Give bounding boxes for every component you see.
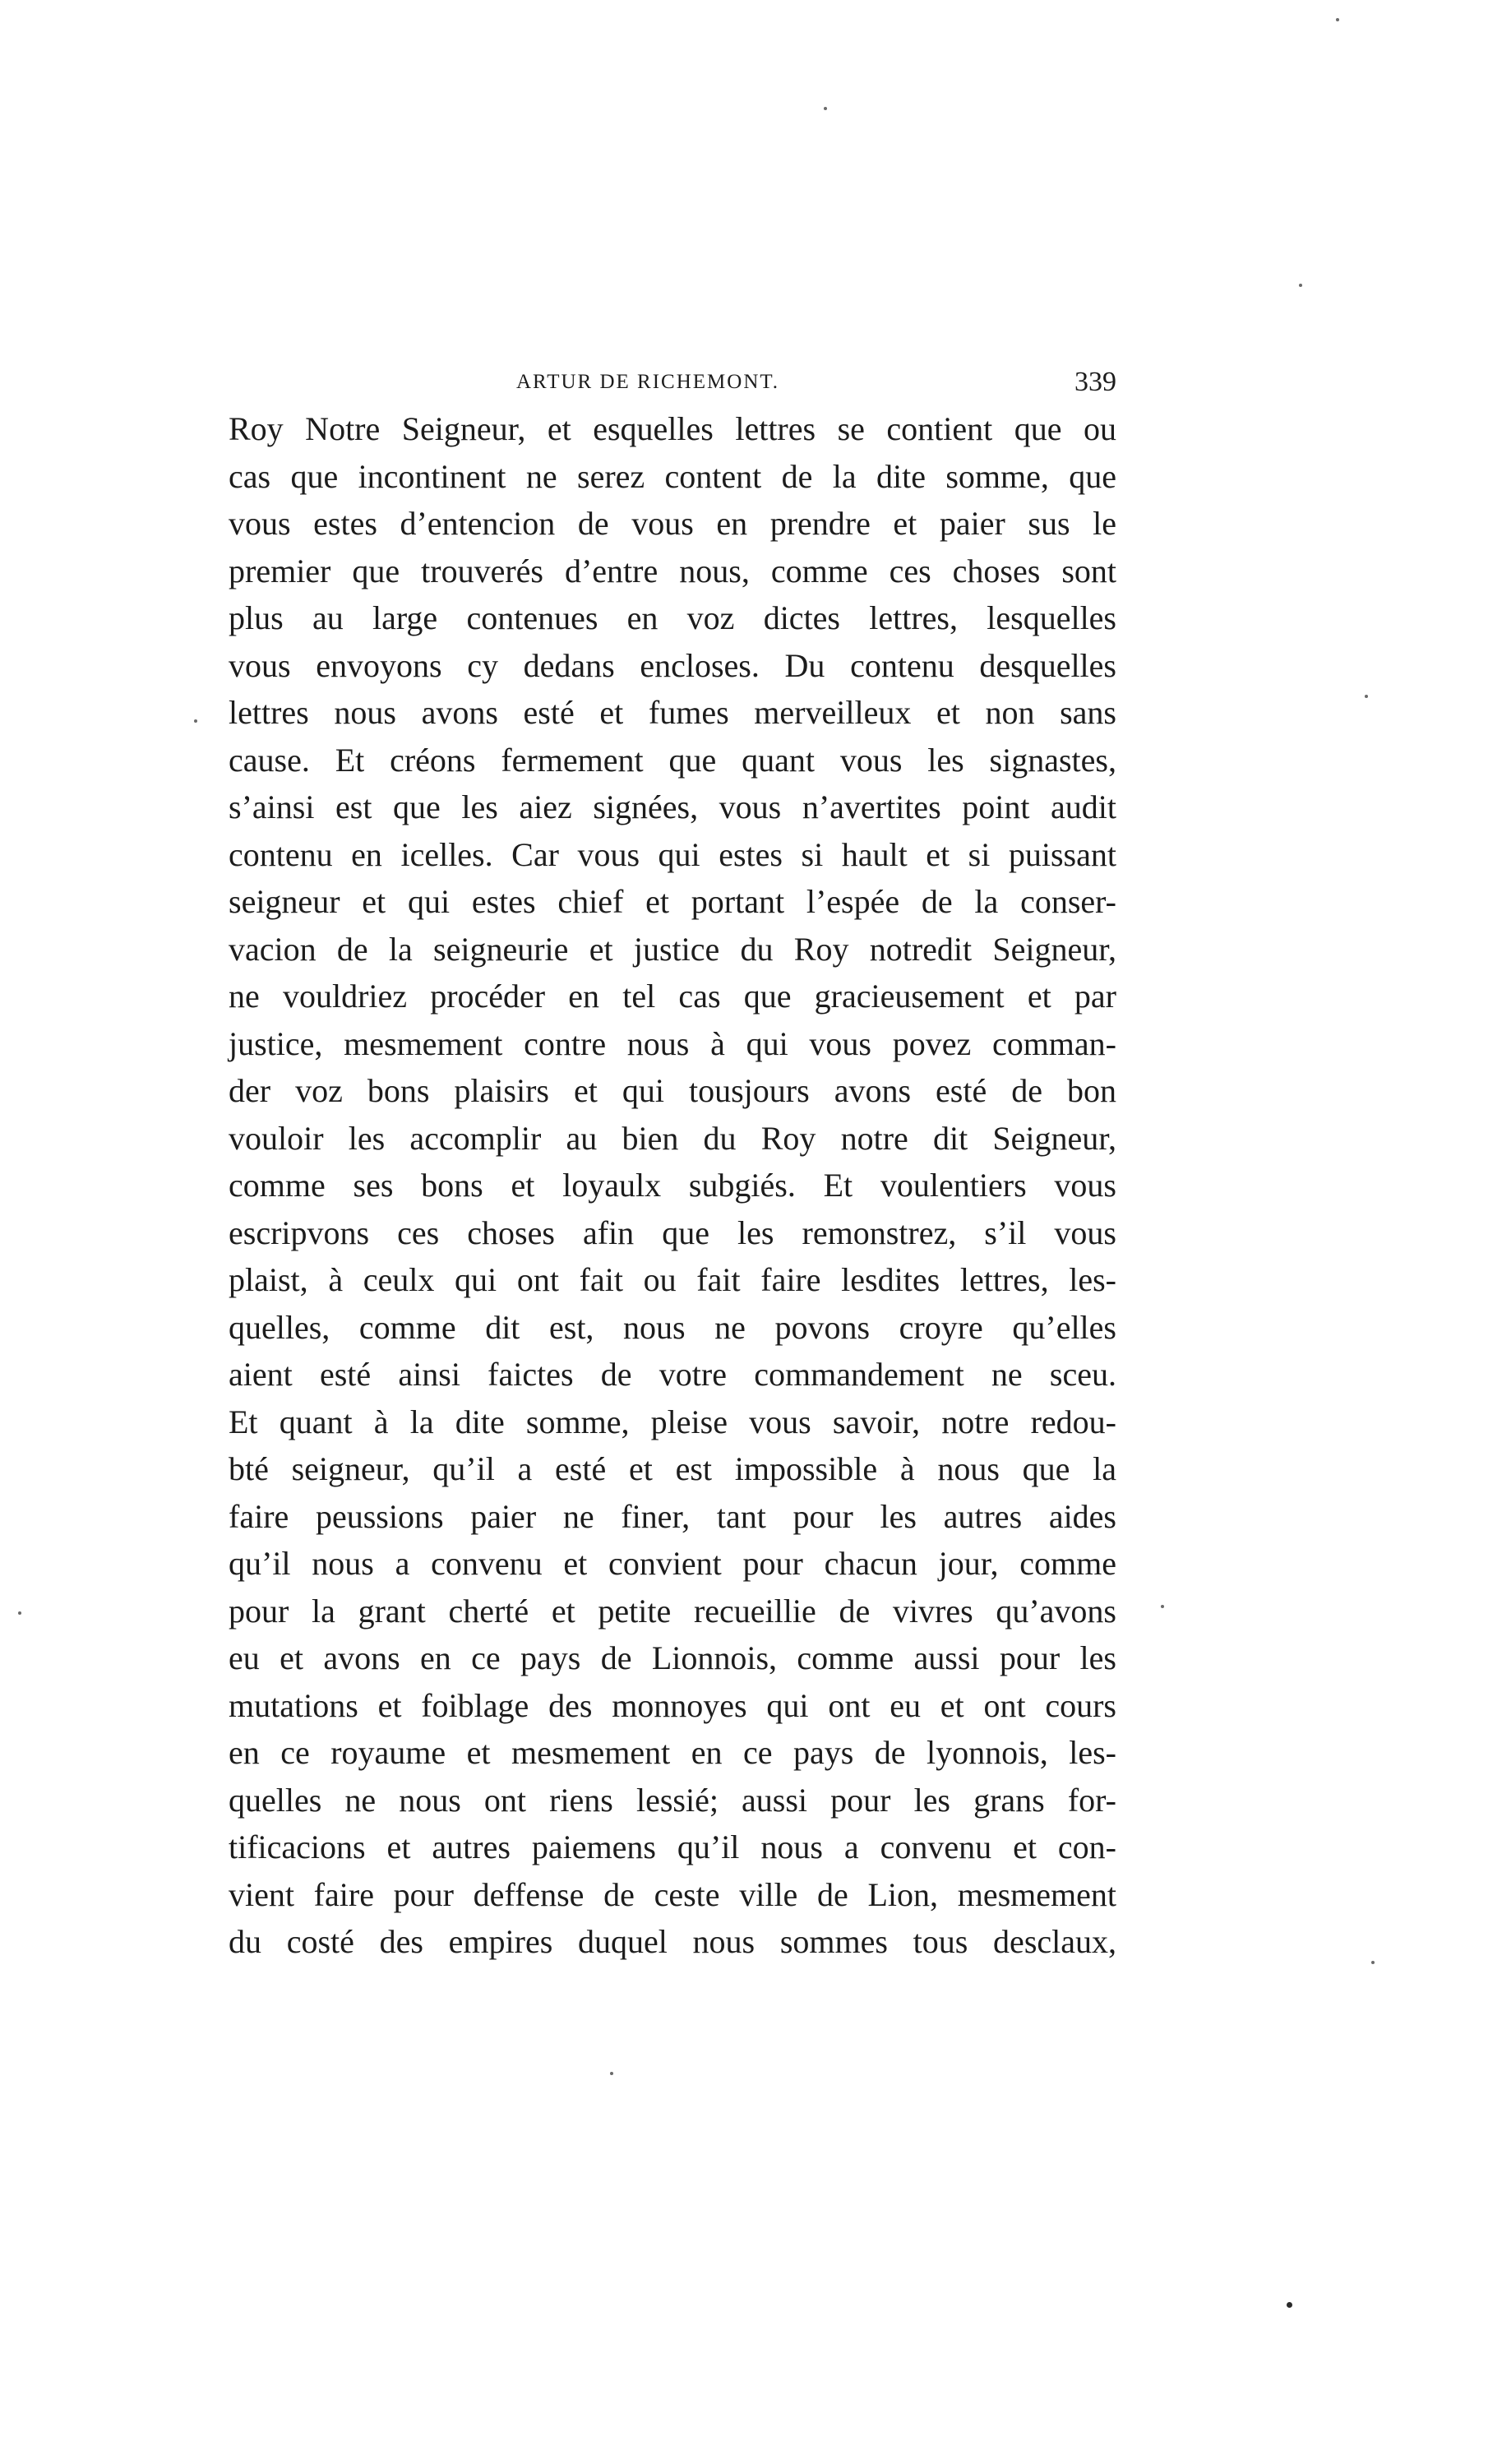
text-line: contenu en icelles. Car vous qui estes si hault et si puissant: [229, 835, 1116, 873]
text-line: mutations et foiblage des monnoyes qui ont eu et ont cours: [229, 1686, 1116, 1724]
text-line: seigneur et qui estes chief et portant l’espée de la conser-: [229, 883, 1116, 920]
page-number: 339: [1074, 367, 1116, 397]
body-text: [229, 405, 1116, 1966]
text-line: du costé des empires duquel nous sommes tous desclaux,: [229, 1923, 1116, 1960]
text-line: Roy Notre Seigneur, et esquelles lettres se contient que ou: [229, 410, 1116, 447]
running-title: ARTUR DE RICHEMONT.: [516, 371, 780, 393]
text-line: vouloir les accomplir au bien du Roy notre dit Seigneur,: [229, 1119, 1116, 1157]
text-line: bté seigneur, qu’il a esté et est impossible à nous que la: [229, 1450, 1116, 1487]
scan-speck: [1371, 1961, 1375, 1964]
scan-speck: [1287, 2302, 1292, 2308]
text-line: justice, mesmement contre nous à qui vous povez comman-: [229, 1024, 1116, 1062]
text-line: qu’il nous a convenu et convient pour chacun jour, comme: [229, 1545, 1116, 1582]
scan-speck: [1365, 695, 1368, 698]
text-line: vous envoyons cy dedans encloses. Du contenu desquelles: [229, 646, 1116, 684]
running-header: [229, 362, 1116, 403]
text-line: tificacions et autres paiemens qu’il nous a convenu et con-: [229, 1828, 1116, 1865]
text-line: quelles, comme dit est, nous ne povons croyre qu’elles: [229, 1308, 1116, 1346]
text-line: comme ses bons et loyaulx subgiés. Et voulentiers vous: [229, 1167, 1116, 1204]
text-line: faire peussions paier ne finer, tant pour les autres aides: [229, 1497, 1116, 1535]
text-line: cas que incontinent ne serez content de la dite somme, que: [229, 457, 1116, 495]
text-line: lettres nous avons esté et fumes merveilleux et non sans: [229, 694, 1116, 731]
text-line: s’ainsi est que les aiez signées, vous n’avertites point audit: [229, 788, 1116, 825]
scan-speck: [1161, 1605, 1164, 1608]
scan-speck: [18, 1611, 21, 1615]
text-line: ne vouldriez procéder en tel cas que gracieusement et par: [229, 978, 1116, 1015]
scan-speck: [194, 719, 197, 723]
scan-speck: [1336, 18, 1339, 21]
text-line: aient esté ainsi faictes de votre commandement ne sceu.: [229, 1356, 1116, 1393]
text-line: plus au large contenues en voz dictes lettres, lesquelles: [229, 599, 1116, 636]
scan-speck: [610, 2072, 613, 2075]
text-line: en ce royaume et mesmement en ce pays de lyonnois, les-: [229, 1734, 1116, 1771]
text-line: cause. Et créons fermement que quant vous les signastes,: [229, 741, 1116, 779]
text-line: der voz bons plaisirs et qui tousjours avons esté de bon: [229, 1072, 1116, 1109]
text-line: pour la grant cherté et petite recueillie de vivres qu’avons: [229, 1592, 1116, 1630]
text-line: vous estes d’entencion de vous en prendre et paier sus le: [229, 505, 1116, 542]
text-line: plaist, à ceulx qui ont fait ou fait faire lesdites lettres, les-: [229, 1261, 1116, 1298]
scan-speck: [824, 107, 827, 110]
scan-speck: [1299, 284, 1302, 287]
text-line: vient faire pour deffense de ceste ville de Lion, mesmement: [229, 1875, 1116, 1913]
text-line: escripvons ces choses afin que les remonstrez, s’il vous: [229, 1214, 1116, 1251]
text-line: Et quant à la dite somme, pleise vous savoir, notre redou-: [229, 1403, 1116, 1440]
text-line: vacion de la seigneurie et justice du Roy notredit Seigneur,: [229, 930, 1116, 968]
text-line: premier que trouverés d’entre nous, comme ces choses sont: [229, 552, 1116, 589]
text-line: quelles ne nous ont riens lessié; aussi pour les grans for-: [229, 1781, 1116, 1819]
text-line: eu et avons en ce pays de Lionnois, comme aussi pour les: [229, 1639, 1116, 1676]
